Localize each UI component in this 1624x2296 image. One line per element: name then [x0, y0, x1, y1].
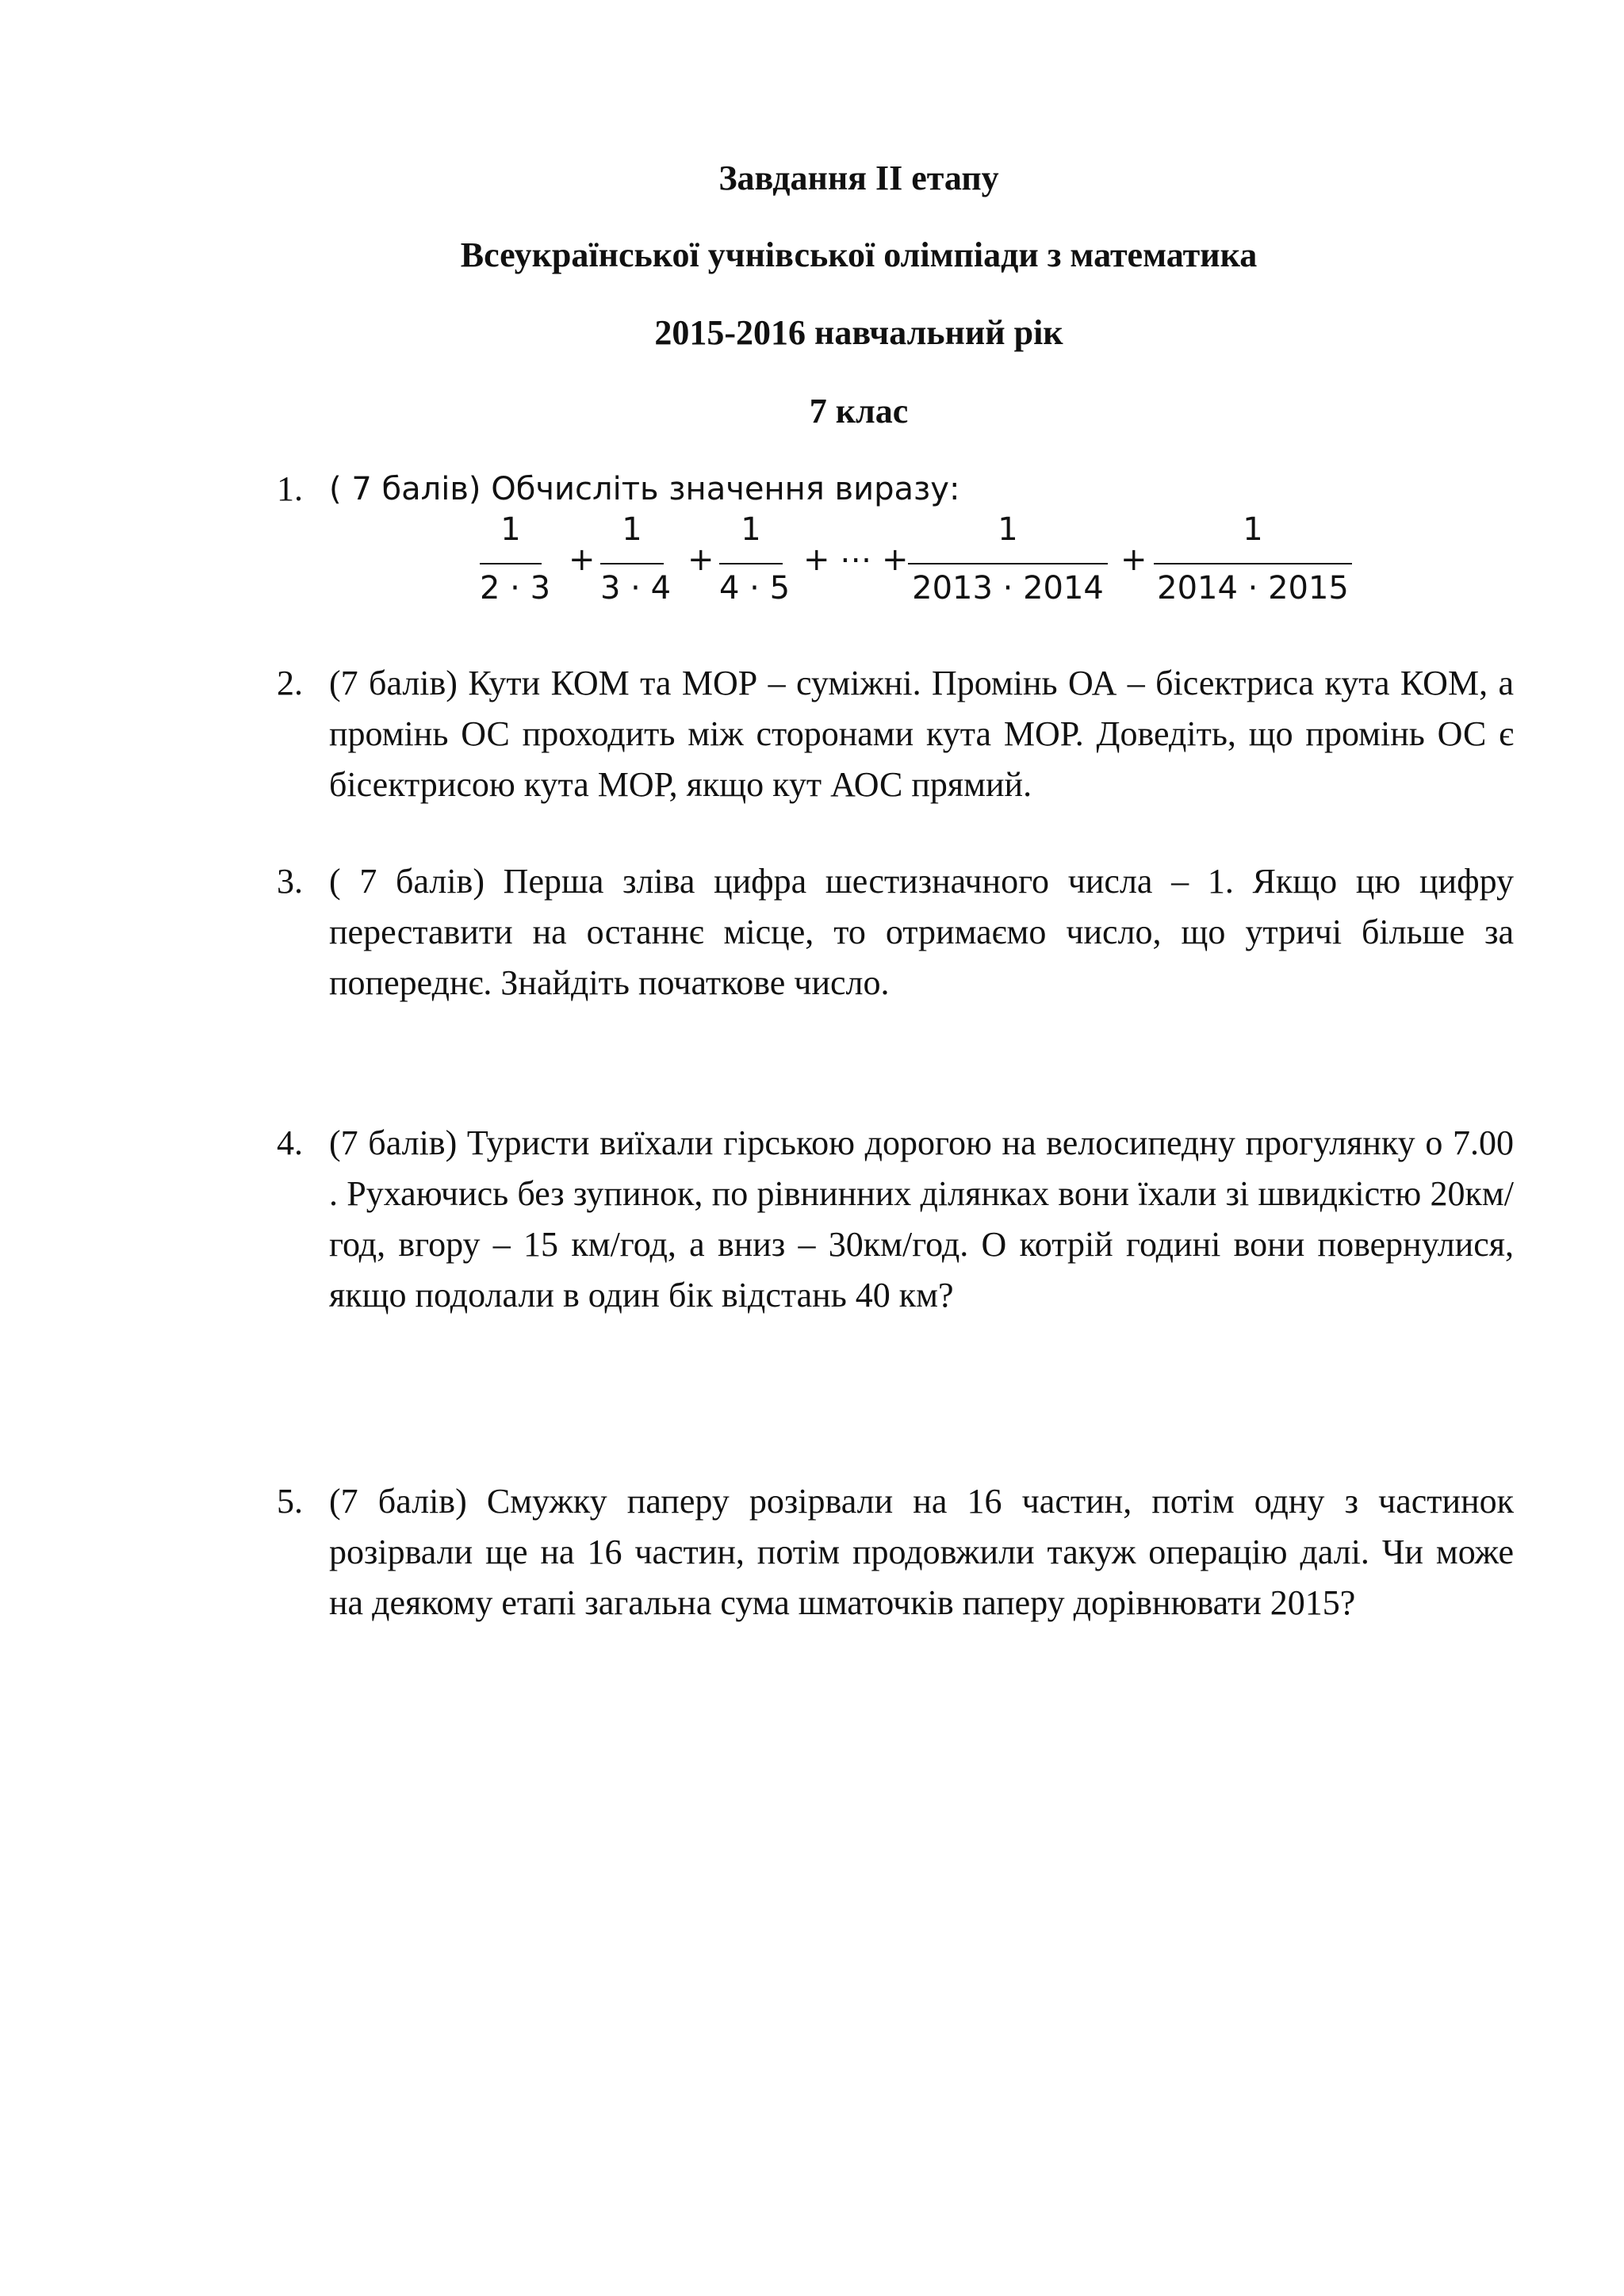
fraction-denominator: 2 · 3: [480, 570, 551, 607]
fraction-numerator: 1: [622, 511, 642, 548]
plus-operator: +: [569, 541, 596, 578]
plus-operator: +: [1120, 541, 1147, 578]
fraction-numerator: 1: [500, 511, 521, 548]
problem-text: ( 7 балів) Перша зліва цифра шестизначного числа – 1. Якщо цю цифру переставити на останнє місце, то отримаємо число, що утричі більше за попереднє. Знайдіть початкове число.: [329, 862, 1514, 1002]
problem-text: ( 7 балів) Обчисліть значення виразу:: [329, 471, 960, 507]
fraction-bar: [1154, 563, 1352, 564]
fraction: [480, 507, 551, 610]
problem-text: (7 балів) Смужку паперу розірвали на 16 частин, потім одну з частинок розірвали ще на 16 частин, потім продовжили такуж операцію далі. Чи може на деякому етапі загальна сума шматочків паперу дорівнювати 2015?: [329, 1482, 1514, 1622]
fraction-numerator: 1: [1243, 511, 1263, 548]
fraction-bar: [600, 563, 664, 564]
fraction-numerator: 1: [741, 511, 761, 548]
problem-text: (7 балів) Туристи виїхали гірською дорогою на велосипедну прогулянку о 7.00 . Рухаючись без зупинок, по рівнинних ділянках вони їхали зі швидкістю 20км/год, вгору – 15 км/год, а вниз – 30км/год. О котрій годині вони повернулися, якщо подолали в один бік відстань 40 км?: [329, 1123, 1514, 1314]
problem-number: 2.: [277, 664, 303, 702]
problem-number: 5.: [277, 1482, 303, 1521]
fraction-bar: [908, 563, 1108, 564]
ellipsis-operator: + ⋯ +: [803, 541, 909, 578]
fraction-bar: [719, 563, 783, 564]
fraction: [719, 507, 791, 610]
fraction-denominator: 4 · 5: [719, 570, 791, 607]
title-olympiad: Всеукраїнської учнівської олімпіади з математика: [460, 235, 1258, 274]
title-stage: Завдання ІІ етапу: [718, 159, 999, 197]
fraction: [600, 507, 672, 610]
fraction-denominator: 3 · 4: [600, 570, 672, 607]
problem-number: 3.: [277, 862, 303, 901]
plus-operator: +: [688, 541, 714, 578]
fraction-denominator: 2014 · 2015: [1157, 570, 1349, 607]
title-grade: 7 клас: [809, 392, 909, 430]
fraction-numerator: 1: [998, 511, 1018, 548]
fraction: [908, 507, 1108, 610]
sum-formula: [480, 507, 1360, 610]
fraction-bar: [480, 563, 542, 564]
problem-text: (7 балів) Кути КОМ та МОР – суміжні. Промінь ОА – бісектриса кута КОМ, а промінь ОС проходить між сторонами кута МОР. Доведіть, що промінь ОС є бісектрисою кута МОР, якщо кут АОС прямий.: [329, 664, 1514, 804]
fraction: [1154, 507, 1352, 610]
title-school-year: 2015-2016 навчальний рік: [654, 313, 1063, 352]
problem-number: 4.: [277, 1123, 303, 1162]
fraction-denominator: 2013 · 2014: [912, 570, 1104, 607]
problem-number: 1.: [277, 469, 303, 508]
